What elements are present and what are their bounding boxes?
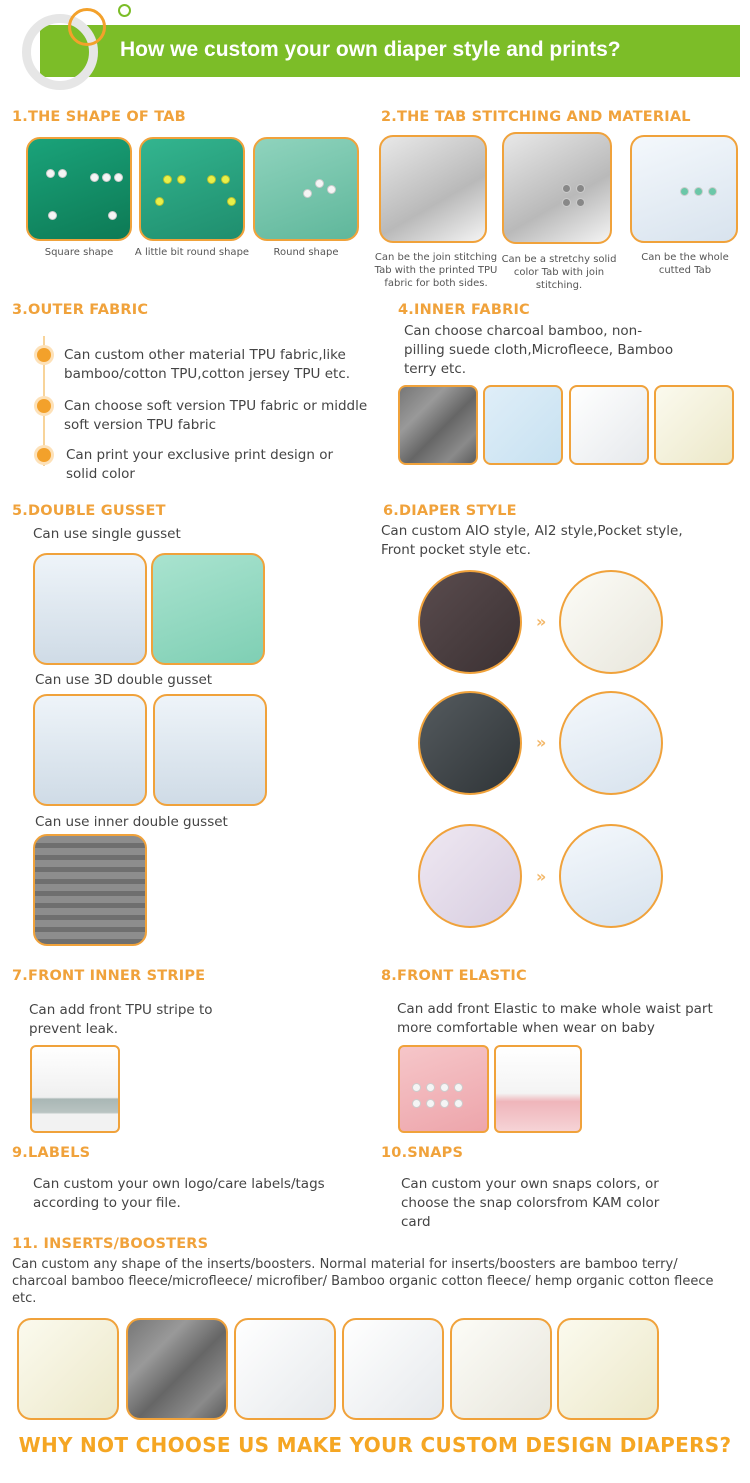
footer-call-to-action: WHY NOT CHOOSE US MAKE YOUR CUSTOM DESIGN DIAPERS? xyxy=(18,1433,732,1457)
outer-fabric-bullet-3: Can print your exclusive print design or solid color xyxy=(66,447,334,482)
section-title-inserts: 11. INSERTS/BOOSTERS xyxy=(12,1236,209,1252)
chevron-right-icon: » xyxy=(536,867,547,886)
caption-square-shape: Square shape xyxy=(44,247,114,258)
gusset-label-3d: Can use 3D double gusset xyxy=(35,672,213,688)
outer-fabric-bullet-1: Can custom other material TPU fabric,like bamboo/cotton TPU,cotton jersey TPU etc. xyxy=(64,347,351,382)
inner-fabric-text: Can choose charcoal bamboo, non-pilling suede cloth,Microfleece, Bamboo terry etc. xyxy=(404,323,674,377)
section-title-front-elastic: 8.FRONT ELASTIC xyxy=(381,968,527,984)
ai2-style-shell-image xyxy=(559,824,663,928)
section-title-double-gusset: 5.DOUBLE GUSSET xyxy=(12,503,166,519)
3d-gusset-image-2 xyxy=(153,694,267,806)
caption-stretchy-solid: Can be a stretchy solid color Tab with join stitching. xyxy=(501,254,617,291)
chevron-right-icon: » xyxy=(536,612,547,631)
section-title-snaps: 10.SNAPS xyxy=(381,1145,464,1161)
aio-style-inner-image xyxy=(559,570,663,674)
tab-whole-cutted-image xyxy=(630,135,738,243)
tab-stretchy-solid-image xyxy=(502,132,612,244)
single-gusset-white-image xyxy=(33,553,147,665)
outer-fabric-bullet-2: Can choose soft version TPU fabric or middle soft version TPU fabric xyxy=(64,398,368,433)
charcoal-bamboo-insert-image xyxy=(126,1318,228,1420)
pocket-style-inner-image xyxy=(559,691,663,795)
bullet-icon xyxy=(37,448,51,462)
suede-cloth-swatch xyxy=(483,385,563,465)
microfiber-insert-image xyxy=(342,1318,444,1420)
bullet-icon xyxy=(37,399,51,413)
decorative-green-ring-icon xyxy=(118,4,131,17)
section-title-labels: 9.LABELS xyxy=(12,1145,91,1161)
caption-join-stitching: Can be the join stitching Tab with the printed TPU fabric for both sides. xyxy=(374,252,498,289)
bullet-icon xyxy=(37,348,51,362)
tab-join-stitching-image xyxy=(379,135,487,243)
microfleece-swatch xyxy=(569,385,649,465)
section-title-outer-fabric: 3.OUTER FABRIC xyxy=(12,302,149,318)
front-inner-stripe-text: Can add front TPU stripe to prevent leak. xyxy=(29,1002,213,1037)
section-title-diaper-style: 6.DIAPER STYLE xyxy=(383,503,517,519)
tab-little-round-image xyxy=(139,137,245,241)
inner-double-gusset-image xyxy=(33,834,147,946)
front-elastic-pink-image xyxy=(398,1045,489,1133)
front-stripe-image xyxy=(30,1045,120,1133)
charcoal-bamboo-swatch xyxy=(398,385,478,465)
section-title-inner-fabric: 4.INNER FABRIC xyxy=(398,302,530,318)
caption-round-shape: Round shape xyxy=(273,247,339,258)
section-title-tab-shape: 1.THE SHAPE OF TAB xyxy=(12,109,186,125)
gusset-label-single: Can use single gusset xyxy=(33,526,181,542)
bamboo-terry-swatch xyxy=(654,385,734,465)
front-elastic-white-image xyxy=(494,1045,582,1133)
diaper-style-text: Can custom AIO style, AI2 style,Pocket style, Front pocket style etc. xyxy=(381,523,683,558)
aio-style-outer-image xyxy=(418,570,522,674)
inserts-text: Can custom any shape of the inserts/boosters. Normal material for inserts/boosters are bamboo terry/ charcoal bamboo fleece/microfleece/ microfiber/ Bamboo organic cotton fleece/ hemp organic cotton fleece etc. xyxy=(12,1257,714,1306)
single-gusset-mint-image xyxy=(151,553,265,665)
ai2-style-insert-image xyxy=(418,824,522,928)
front-elastic-text: Can add front Elastic to make whole waist part more comfortable when wear on baby xyxy=(397,1001,713,1036)
gusset-label-inner: Can use inner double gusset xyxy=(35,814,228,830)
caption-whole-cutted: Can be the whole cutted Tab xyxy=(641,252,729,276)
hemp-cotton-insert-image xyxy=(557,1318,659,1420)
tab-round-image xyxy=(253,137,359,241)
page-title: How we custom your own diaper style and prints? xyxy=(120,38,621,61)
microfleece-insert-image xyxy=(234,1318,336,1420)
tab-square-image xyxy=(26,137,132,241)
caption-little-round-shape: A little bit round shape xyxy=(134,247,250,258)
3d-gusset-image-1 xyxy=(33,694,147,806)
bamboo-terry-insert-image xyxy=(17,1318,119,1420)
decorative-orange-ring-icon xyxy=(68,8,106,46)
pocket-style-outer-image xyxy=(418,691,522,795)
section-title-front-inner-stripe: 7.FRONT INNER STRIPE xyxy=(12,968,206,984)
snaps-text: Can custom your own snaps colors, or choose the snap colorsfrom KAM color card xyxy=(401,1176,660,1230)
section-title-tab-stitching: 2.THE TAB STITCHING AND MATERIAL xyxy=(381,109,691,125)
labels-text: Can custom your own logo/care labels/tags according to your file. xyxy=(33,1176,325,1211)
organic-cotton-insert-image xyxy=(450,1318,552,1420)
chevron-right-icon: » xyxy=(536,733,547,752)
